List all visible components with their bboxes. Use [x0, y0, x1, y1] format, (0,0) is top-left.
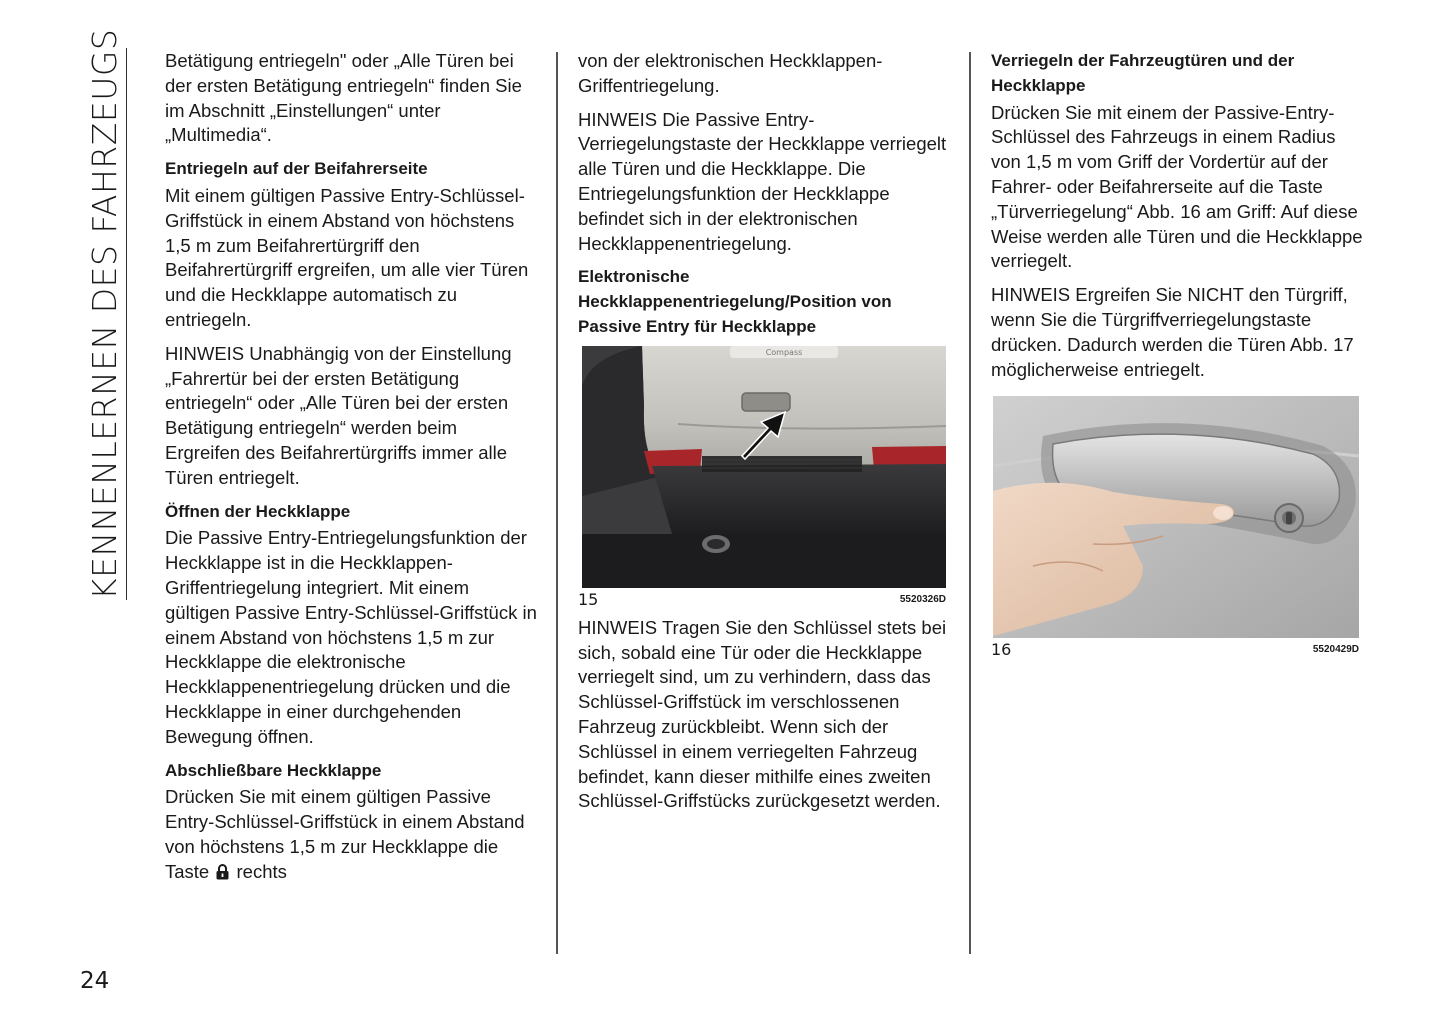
column-divider	[969, 52, 971, 954]
note-paragraph: HINWEIS Unabhängig von der Einstellung „Fahrertür bei der ersten Betätigung entriegeln“ oder „Alle Türen bei der ersten Betätigung entriegeln“ werden beim Ergreifen des Beifahrertürgriffs immer alle Türen entriegelt.	[165, 342, 512, 488]
column-3	[991, 49, 1363, 662]
figure-15	[578, 346, 946, 612]
figure-caption	[991, 638, 1359, 662]
tailgate-photo	[582, 346, 946, 588]
door-handle-illustration	[993, 396, 1359, 638]
heading-elektronisch: Elektronische Heckklappenentriegelung/Position von Passive Entry für Heckklappe	[578, 267, 892, 336]
chapter-title: KENNENLERNEN DES FAHRZEUGS	[84, 48, 127, 600]
tailgate-illustration	[582, 346, 946, 588]
tailgate-handle	[742, 393, 790, 411]
door-handle-photo	[993, 396, 1359, 638]
paragraph: von der elektronischen Heckklappen-Griffentriegelung.	[578, 50, 883, 96]
lock-icon	[216, 862, 229, 878]
heading-oeffnen: Öffnen der Heckklappe	[165, 501, 351, 521]
figure-number: 16	[991, 640, 1012, 660]
figure-caption	[578, 588, 946, 612]
figure-code: 5520326D	[899, 593, 946, 605]
paragraph	[165, 785, 537, 884]
paragraph: Mit einem gültigen Passive Entry-Schlüssel-Griffstück in einem Abstand von höchstens 1,5 m zum Beifahrertürgriff den Beifahrertürgriff ergreifen, um alle vier Türen und die Heckklappe automatisch zu entriegeln.	[165, 184, 529, 330]
column-1	[165, 49, 537, 894]
paragraph: Betätigung entriegeln" oder „Alle Türen bei der ersten Betätigung entriegeln“ finden Sie im Abschnitt „Einstellungen“ unter „Multimedia“.	[165, 50, 522, 146]
note-paragraph: HINWEIS Die Passive Entry-Verriegelungstaste der Heckklappe verriegelt alle Türen und die Heckklappe. Die Entriegelungsfunktion der Heckklappe befindet sich in der elektronischen Heckklappenentriegelung.	[578, 108, 947, 254]
figure-number: 15	[578, 589, 599, 609]
column-divider	[556, 52, 558, 954]
text-part: Drücken Sie mit einem gültigen Passive Entry-Schlüssel-Griffstück in einem Abstand von höchstens 1,5 m zur Heckklappe die Taste	[165, 786, 525, 882]
figure-16	[991, 396, 1359, 662]
note-paragraph: HINWEIS Ergreifen Sie NICHT den Türgriff, wenn Sie die Türgriffverriegelungstaste drücken. Dadurch werden die Türen Abb. 17 möglicherweise entriegelt.	[991, 284, 1354, 380]
figure-code: 5520429D	[1312, 644, 1359, 656]
heading-abschliessbar: Abschließbare Heckklappe	[165, 760, 382, 780]
column-2	[578, 49, 950, 823]
paragraph: Die Passive Entry-Entriegelungsfunktion der Heckklappe ist in die Heckklappen-Griffentriegelung integriert. Mit einem gültigen Passive Entry-Schlüssel-Griffstück in einem Abstand von höchstens 1,5 m zur Heckklappe die elektronische Heckklappenentriegelung drücken und die Heckklappe in einer durchgehenden Bewegung öffnen.	[165, 527, 537, 747]
heading-verriegeln: Verriegeln der Fahrzeugtüren und der Heckklappe	[991, 51, 1295, 95]
note-paragraph: HINWEIS Tragen Sie den Schlüssel stets bei sich, sobald eine Tür oder die Heckklappe verriegelt sind, um zu verhindern, dass das Schlüssel-Griffstück im verschlossenen Fahrzeug zurückbleibt. Wenn sich der Schlüssel in einem verriegelten Fahrzeug befindet, kann dieser mithilfe eines zweiten Schlüssel-Griffstücks zurückgesetzt werden.	[578, 616, 947, 812]
page-number: 24	[80, 968, 110, 994]
heading-beifahrer: Entriegeln auf der Beifahrerseite	[165, 159, 428, 179]
paragraph: Drücken Sie mit einem der Passive-Entry-Schlüssel des Fahrzeugs in einem Radius von 1,5 m vom Griff der Vordertür auf der Fahrer- oder Beifahrerseite auf die Taste „Türverriegelung“ Abb. 16 am Griff: Auf diese Weise werden alle Türen und die Heckklappe verriegelt.	[991, 101, 1363, 272]
text-part: rechts	[236, 860, 287, 882]
badge-text: Compass	[765, 347, 803, 357]
